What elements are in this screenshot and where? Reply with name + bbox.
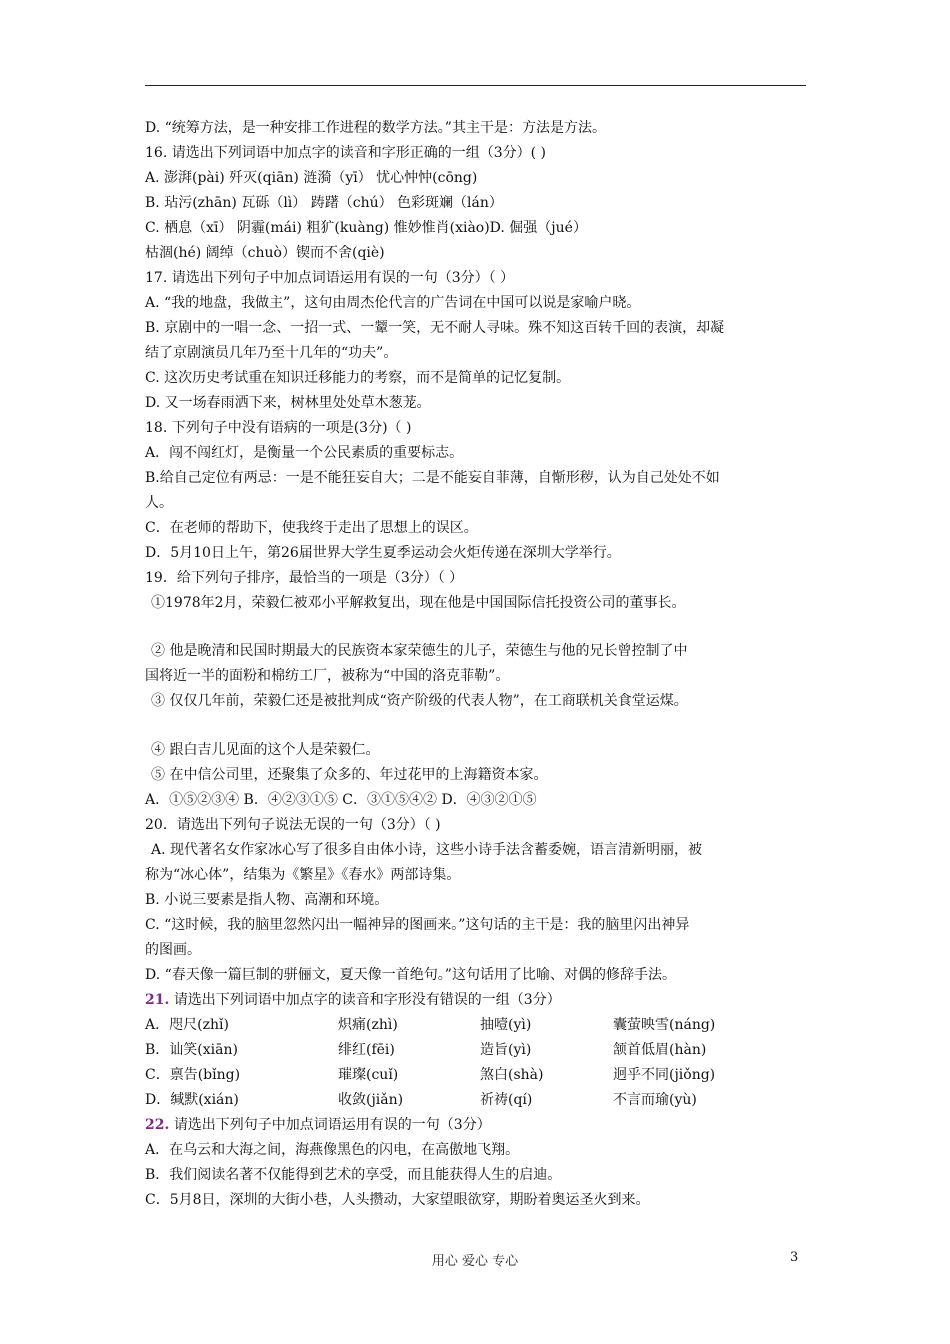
q21-cell: A．咫尺(zhǐ) xyxy=(145,1017,229,1033)
q17-option-c: C. 这次历史考试重在知识迁移能力的考察，而不是简单的记忆复制。 xyxy=(145,370,571,386)
header-rule xyxy=(145,85,806,86)
q22-option-c: C．5月8日，深圳的大街小巷，人头攒动，大家望眼欲穿，期盼着奥运圣火到来。 xyxy=(145,1192,650,1208)
q16-option-b: B. 玷污(zhān) 瓦砾（lì） 踌躇（chú） 色彩斑斓（lán） xyxy=(145,195,503,211)
q17-option-a: A. “我的地盘，我做主”，这句由周杰伦代言的广告词在中国可以说是家喻户晓。 xyxy=(145,295,641,311)
q19-sentence-4: ④ 跟白吉儿见面的这个人是荣毅仁。 xyxy=(151,742,380,758)
q19-sentence-2-cont: 国将近一半的面粉和棉纺工厂，被称为“中国的洛克菲勒”。 xyxy=(145,668,510,684)
q15-option-d: D. “统筹方法，是一种安排工作进程的数学方法。”其主干是：方法是方法。 xyxy=(145,120,606,136)
q18-option-c: C．在老师的帮助下，使我终于走出了思想上的误区。 xyxy=(145,520,478,536)
q20-option-b: B. 小说三要素是指人物、高潮和环境。 xyxy=(145,892,389,908)
q17-option-b: B. 京剧中的一唱一念、一招一式、一颦一笑，无不耐人寻味。殊不知这百转千回的表演，却凝 xyxy=(145,320,725,336)
q18-stem: 18. 下列句子中没有语病的一项是(3分)（ ) xyxy=(145,420,412,436)
q20-stem: 20．请选出下列句子说法无误的一句（3分）（ ) xyxy=(145,817,441,833)
q22-number: 22. xyxy=(145,1117,170,1133)
q20-option-a: A. 现代著名女作家冰心写了很多自由体小诗，这些小诗手法含蓄委婉，语言清新明丽，被 xyxy=(151,842,703,858)
q16-option-a: A. 澎湃(pài) 歼灭(qiān) 涟漪（yī） 忧心忡忡(cōng) xyxy=(145,170,478,186)
page-number: 3 xyxy=(790,1250,799,1265)
q21-cell: 祈祷(qí) xyxy=(480,1092,533,1108)
q18-option-a: A．闯不闯红灯，是衡量一个公民素质的重要标志。 xyxy=(145,445,464,461)
q21-cell: 绯红(fēi) xyxy=(338,1042,395,1058)
q22-option-b: B．我们阅读名著不仅能得到艺术的享受，而且能获得人生的启迪。 xyxy=(145,1167,562,1183)
q21-cell: 不言而瑜(yù) xyxy=(613,1092,697,1108)
q22-text: 请选出下列句子中加点词语运用有误的一句（3分） xyxy=(173,1117,491,1133)
q21-stem xyxy=(145,990,561,1010)
q19-sentence-3: ③ 仅仅几年前，荣毅仁还是被批判成“资产阶级的代表人物”，在工商联机关食堂运煤。 xyxy=(151,693,688,709)
q21-cell: 煞白(shà) xyxy=(480,1067,544,1083)
q20-option-d: D. “春天像一篇巨制的骈俪文，夏天像一首绝句。”这句话用了比喻、对偶的修辞手法。 xyxy=(145,967,676,983)
q21-cell: 璀璨(cuǐ) xyxy=(338,1067,399,1083)
q21-text: 请选出下列词语中加点字的读音和字形没有错误的一组（3分） xyxy=(173,992,561,1008)
q16-stem: 16. 请选出下列词语中加点字的读音和字形正确的一组（3分）( ) xyxy=(145,145,546,161)
q21-cell: 囊萤映雪(náng) xyxy=(613,1017,716,1033)
q21-cell: 抽噎(yì) xyxy=(480,1017,532,1033)
q18-option-b: B.给自己定位有两忌：一是不能狂妄自大；二是不能妄自菲薄，自惭形秽，认为自己处处不如 xyxy=(145,470,720,486)
page-footer: 用心 爱心 专心 xyxy=(431,1254,519,1269)
q21-cell: 造旨(yì) xyxy=(480,1042,532,1058)
q17-option-d: D. 又一场春雨洒下来，树林里处处草木葱茏。 xyxy=(145,395,431,411)
q22-stem xyxy=(145,1115,491,1135)
q21-cell: 炽痛(zhì) xyxy=(338,1017,398,1033)
q18-option-b-cont: 人。 xyxy=(145,495,173,511)
q21-cell: D．缄默(xián) xyxy=(145,1092,239,1108)
q19-sentence-2: ② 他是晚清和民国时期最大的民族资本家荣德生的儿子，荣德生与他的兄长曾控制了中 xyxy=(151,643,688,659)
q21-cell: 颔首低眉(hàn) xyxy=(613,1042,707,1058)
q20-option-c-cont: 的图画。 xyxy=(145,942,201,958)
q21-number: 21. xyxy=(145,992,170,1008)
q19-sentence-1: ①1978年2月，荣毅仁被邓小平解救复出，现在他是中国国际信托投资公司的董事长。 xyxy=(151,595,686,611)
q18-option-d: D．5月10日上午，第26届世界大学生夏季运动会火炬传递在深圳大学举行。 xyxy=(145,545,621,561)
q19-sentence-5: ⑤ 在中信公司里，还聚集了众多的、年过花甲的上海籍资本家。 xyxy=(151,767,548,783)
q21-cell: 收敛(jiǎn) xyxy=(338,1092,404,1108)
q21-cell: B．讪笑(xiān) xyxy=(145,1042,238,1058)
q17-stem: 17. 请选出下列句子中加点词语运用有误的一句（3分）（ ） xyxy=(145,270,515,286)
q17-option-b-cont: 结了京剧演员几年乃至十几年的“功夫”。 xyxy=(145,345,398,361)
q16-option-d-cont: 枯涸(hé) 阔绰（chuò）锲而不舍(qiè) xyxy=(145,245,385,261)
q21-cell: 迥乎不同(jiǒng) xyxy=(613,1067,716,1083)
q19-options: A．①⑤②③④ B．④②③①⑤ C．③①⑤④② D．④③②①⑤ xyxy=(145,792,537,808)
q20-option-c: C. “这时候，我的脑里忽然闪出一幅神异的图画来。”这句话的主干是：我的脑里闪出神异 xyxy=(145,917,690,933)
q20-option-a-cont: 称为“冰心体”，结集为《繁星》《春水》两部诗集。 xyxy=(145,867,461,883)
q19-stem: 19．给下列句子排序，最恰当的一项是（3分）（ ） xyxy=(145,570,464,586)
q21-cell: C．禀告(bǐng) xyxy=(145,1067,241,1083)
q16-option-c: C. 栖息（xī） 阴霾(mái) 粗犷(kuàng) 惟妙惟肖(xiào)D. 倔强（jué） xyxy=(145,220,587,236)
q22-option-a: A．在乌云和大海之间，海燕像黑色的闪电，在高傲地飞翔。 xyxy=(145,1142,520,1158)
